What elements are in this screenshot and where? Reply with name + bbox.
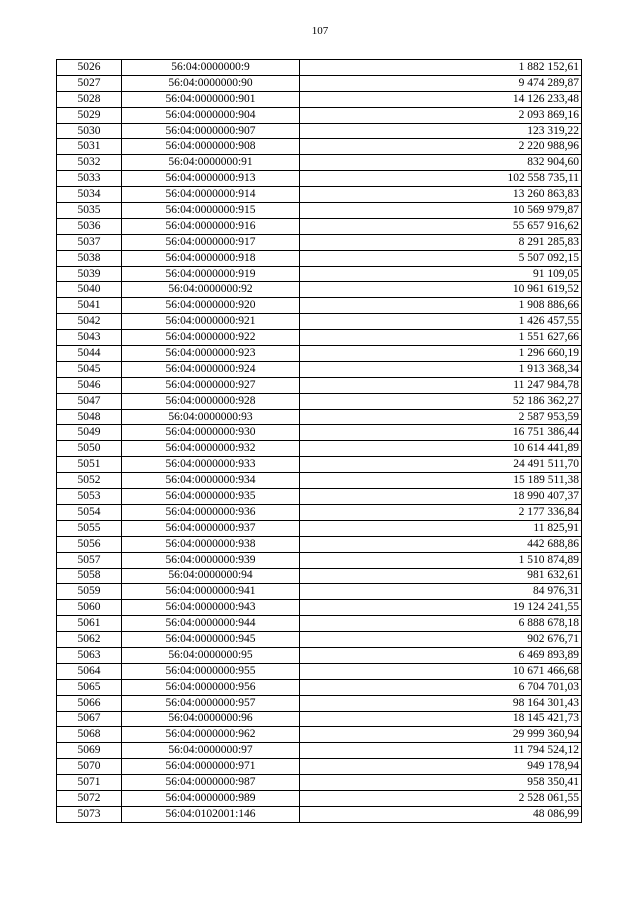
row-number-cell: 5056 [57,536,122,552]
cadastral-number-cell: 56:04:0000000:92 [122,282,300,298]
cadastral-number-cell: 56:04:0000000:94 [122,568,300,584]
cadastral-number-cell: 56:04:0000000:901 [122,91,300,107]
cadastral-value-cell: 102 558 735,11 [300,171,582,187]
cadastral-number-cell: 56:04:0000000:907 [122,123,300,139]
cadastral-number-cell: 56:04:0000000:919 [122,266,300,282]
row-number-cell: 5039 [57,266,122,282]
cadastral-number-cell: 56:04:0102001:146 [122,806,300,822]
row-number-cell: 5048 [57,409,122,425]
cadastral-value-cell: 949 178,94 [300,759,582,775]
row-number-cell: 5041 [57,298,122,314]
cadastral-number-cell: 56:04:0000000:987 [122,775,300,791]
row-number-cell: 5067 [57,711,122,727]
cadastral-value-cell: 2 093 869,16 [300,107,582,123]
table-row [57,679,582,695]
cadastral-number-cell: 56:04:0000000:938 [122,536,300,552]
cadastral-number-cell: 56:04:0000000:937 [122,520,300,536]
cadastral-number-cell: 56:04:0000000:908 [122,139,300,155]
table-row [57,663,582,679]
table-row [57,187,582,203]
row-number-cell: 5061 [57,616,122,632]
row-number-cell: 5058 [57,568,122,584]
table-row [57,409,582,425]
table-row [57,584,582,600]
cadastral-value-cell: 24 491 511,70 [300,457,582,473]
cadastral-number-cell: 56:04:0000000:930 [122,425,300,441]
row-number-cell: 5050 [57,441,122,457]
cadastral-number-cell: 56:04:0000000:971 [122,759,300,775]
table-row [57,775,582,791]
cadastral-value-cell: 2 177 336,84 [300,504,582,520]
row-number-cell: 5045 [57,361,122,377]
row-number-cell: 5040 [57,282,122,298]
table-row [57,171,582,187]
table-row [57,759,582,775]
cadastral-value-cell: 15 189 511,38 [300,473,582,489]
table-row [57,536,582,552]
table-row [57,60,582,76]
row-number-cell: 5026 [57,60,122,76]
cadastral-value-cell: 48 086,99 [300,806,582,822]
cadastral-number-cell: 56:04:0000000:936 [122,504,300,520]
table-row [57,600,582,616]
cadastral-value-cell: 9 474 289,87 [300,75,582,91]
cadastral-number-cell: 56:04:0000000:913 [122,171,300,187]
cadastral-value-cell: 10 671 466,68 [300,663,582,679]
table-row [57,695,582,711]
cadastral-number-cell: 56:04:0000000:97 [122,743,300,759]
cadastral-number-cell: 56:04:0000000:957 [122,695,300,711]
table-row [57,234,582,250]
row-number-cell: 5059 [57,584,122,600]
cadastral-number-cell: 56:04:0000000:923 [122,346,300,362]
cadastral-number-cell: 56:04:0000000:918 [122,250,300,266]
cadastral-number-cell: 56:04:0000000:944 [122,616,300,632]
table-row [57,489,582,505]
cadastral-number-cell: 56:04:0000000:922 [122,330,300,346]
cadastral-value-cell: 10 614 441,89 [300,441,582,457]
table-row [57,250,582,266]
cadastral-number-cell: 56:04:0000000:927 [122,377,300,393]
cadastral-number-cell: 56:04:0000000:96 [122,711,300,727]
table-row [57,727,582,743]
table-row [57,203,582,219]
row-number-cell: 5034 [57,187,122,203]
cadastral-number-cell: 56:04:0000000:920 [122,298,300,314]
row-number-cell: 5042 [57,314,122,330]
row-number-cell: 5053 [57,489,122,505]
cadastral-value-cell: 832 904,60 [300,155,582,171]
cadastral-value-cell: 1 913 368,34 [300,361,582,377]
row-number-cell: 5070 [57,759,122,775]
cadastral-number-cell: 56:04:0000000:933 [122,457,300,473]
row-number-cell: 5062 [57,632,122,648]
table-row [57,330,582,346]
cadastral-value-cell: 52 186 362,27 [300,393,582,409]
cadastral-number-cell: 56:04:0000000:935 [122,489,300,505]
table-row [57,393,582,409]
row-number-cell: 5027 [57,75,122,91]
row-number-cell: 5051 [57,457,122,473]
cadastral-value-cell: 91 109,05 [300,266,582,282]
cadastral-value-cell: 14 126 233,48 [300,91,582,107]
cadastral-number-cell: 56:04:0000000:945 [122,632,300,648]
table-row [57,377,582,393]
row-number-cell: 5029 [57,107,122,123]
cadastral-number-cell: 56:04:0000000:928 [122,393,300,409]
row-number-cell: 5057 [57,552,122,568]
table-row [57,139,582,155]
row-number-cell: 5033 [57,171,122,187]
row-number-cell: 5037 [57,234,122,250]
row-number-cell: 5069 [57,743,122,759]
cadastral-value-cell: 11 247 984,78 [300,377,582,393]
table-row [57,473,582,489]
table-row [57,298,582,314]
cadastral-value-cell: 98 164 301,43 [300,695,582,711]
table-row [57,568,582,584]
row-number-cell: 5028 [57,91,122,107]
cadastral-value-cell: 6 469 893,89 [300,647,582,663]
cadastral-value-cell: 10 569 979,87 [300,203,582,219]
table-row [57,346,582,362]
row-number-cell: 5072 [57,790,122,806]
row-number-cell: 5030 [57,123,122,139]
cadastral-value-cell: 29 999 360,94 [300,727,582,743]
row-number-cell: 5046 [57,377,122,393]
row-number-cell: 5055 [57,520,122,536]
row-number-cell: 5044 [57,346,122,362]
cadastral-value-cell: 958 350,41 [300,775,582,791]
cadastral-value-cell: 18 145 421,73 [300,711,582,727]
row-number-cell: 5038 [57,250,122,266]
row-number-cell: 5032 [57,155,122,171]
cadastral-value-cell: 6 704 701,03 [300,679,582,695]
cadastral-number-cell: 56:04:0000000:939 [122,552,300,568]
table-row [57,282,582,298]
table-row [57,425,582,441]
table-row [57,743,582,759]
cadastral-number-cell: 56:04:0000000:904 [122,107,300,123]
row-number-cell: 5035 [57,203,122,219]
table-row [57,75,582,91]
cadastral-number-cell: 56:04:0000000:914 [122,187,300,203]
table-row [57,552,582,568]
cadastral-number-cell: 56:04:0000000:956 [122,679,300,695]
row-number-cell: 5068 [57,727,122,743]
cadastral-value-cell: 442 688,86 [300,536,582,552]
row-number-cell: 5065 [57,679,122,695]
cadastral-number-cell: 56:04:0000000:924 [122,361,300,377]
table-row [57,647,582,663]
table-row [57,790,582,806]
cadastral-value-cell: 1 426 457,55 [300,314,582,330]
cadastral-number-cell: 56:04:0000000:941 [122,584,300,600]
row-number-cell: 5073 [57,806,122,822]
cadastral-number-cell: 56:04:0000000:91 [122,155,300,171]
cadastral-value-cell: 11 794 524,12 [300,743,582,759]
cadastral-number-cell: 56:04:0000000:962 [122,727,300,743]
cadastral-value-cell: 8 291 285,83 [300,234,582,250]
cadastral-value-cell: 13 260 863,83 [300,187,582,203]
cadastral-value-cell: 2 587 953,59 [300,409,582,425]
cadastral-value-cell: 1 510 874,89 [300,552,582,568]
row-number-cell: 5036 [57,218,122,234]
row-number-cell: 5049 [57,425,122,441]
table-row [57,520,582,536]
cadastral-number-cell: 56:04:0000000:93 [122,409,300,425]
cadastral-value-cell: 55 657 916,62 [300,218,582,234]
cadastral-value-cell: 1 882 152,61 [300,60,582,76]
cadastral-value-cell: 1 296 660,19 [300,346,582,362]
table-row [57,107,582,123]
cadastral-value-cell: 2 220 988,96 [300,139,582,155]
table-row [57,806,582,822]
cadastral-number-cell: 56:04:0000000:917 [122,234,300,250]
table-row [57,361,582,377]
table-row [57,314,582,330]
cadastral-value-cell: 1 908 886,66 [300,298,582,314]
table-row [57,616,582,632]
table-row [57,218,582,234]
cadastral-number-cell: 56:04:0000000:932 [122,441,300,457]
row-number-cell: 5064 [57,663,122,679]
row-number-cell: 5054 [57,504,122,520]
cadastral-number-cell: 56:04:0000000:95 [122,647,300,663]
cadastral-value-cell: 10 961 619,52 [300,282,582,298]
row-number-cell: 5052 [57,473,122,489]
row-number-cell: 5060 [57,600,122,616]
cadastral-value-table [56,59,582,823]
page-number: 107 [311,25,329,37]
cadastral-value-cell: 84 976,31 [300,584,582,600]
cadastral-number-cell: 56:04:0000000:934 [122,473,300,489]
table-row [57,441,582,457]
cadastral-value-cell: 1 551 627,66 [300,330,582,346]
row-number-cell: 5031 [57,139,122,155]
cadastral-number-cell: 56:04:0000000:90 [122,75,300,91]
table-row [57,123,582,139]
cadastral-value-cell: 5 507 092,15 [300,250,582,266]
table-row [57,155,582,171]
row-number-cell: 5066 [57,695,122,711]
cadastral-value-cell: 18 990 407,37 [300,489,582,505]
cadastral-value-cell: 11 825,91 [300,520,582,536]
table-row [57,91,582,107]
cadastral-number-cell: 56:04:0000000:989 [122,790,300,806]
table-body [57,60,582,823]
cadastral-value-cell: 2 528 061,55 [300,790,582,806]
cadastral-number-cell: 56:04:0000000:943 [122,600,300,616]
table-row [57,711,582,727]
cadastral-number-cell: 56:04:0000000:9 [122,60,300,76]
cadastral-value-cell: 16 751 386,44 [300,425,582,441]
cadastral-value-cell: 6 888 678,18 [300,616,582,632]
row-number-cell: 5047 [57,393,122,409]
row-number-cell: 5071 [57,775,122,791]
cadastral-number-cell: 56:04:0000000:921 [122,314,300,330]
table-row [57,457,582,473]
table-row [57,266,582,282]
table-row [57,632,582,648]
cadastral-number-cell: 56:04:0000000:915 [122,203,300,219]
row-number-cell: 5043 [57,330,122,346]
cadastral-number-cell: 56:04:0000000:955 [122,663,300,679]
cadastral-value-cell: 902 676,71 [300,632,582,648]
row-number-cell: 5063 [57,647,122,663]
cadastral-value-cell: 981 632,61 [300,568,582,584]
cadastral-number-cell: 56:04:0000000:916 [122,218,300,234]
cadastral-value-cell: 123 319,22 [300,123,582,139]
table-row [57,504,582,520]
cadastral-value-cell: 19 124 241,55 [300,600,582,616]
